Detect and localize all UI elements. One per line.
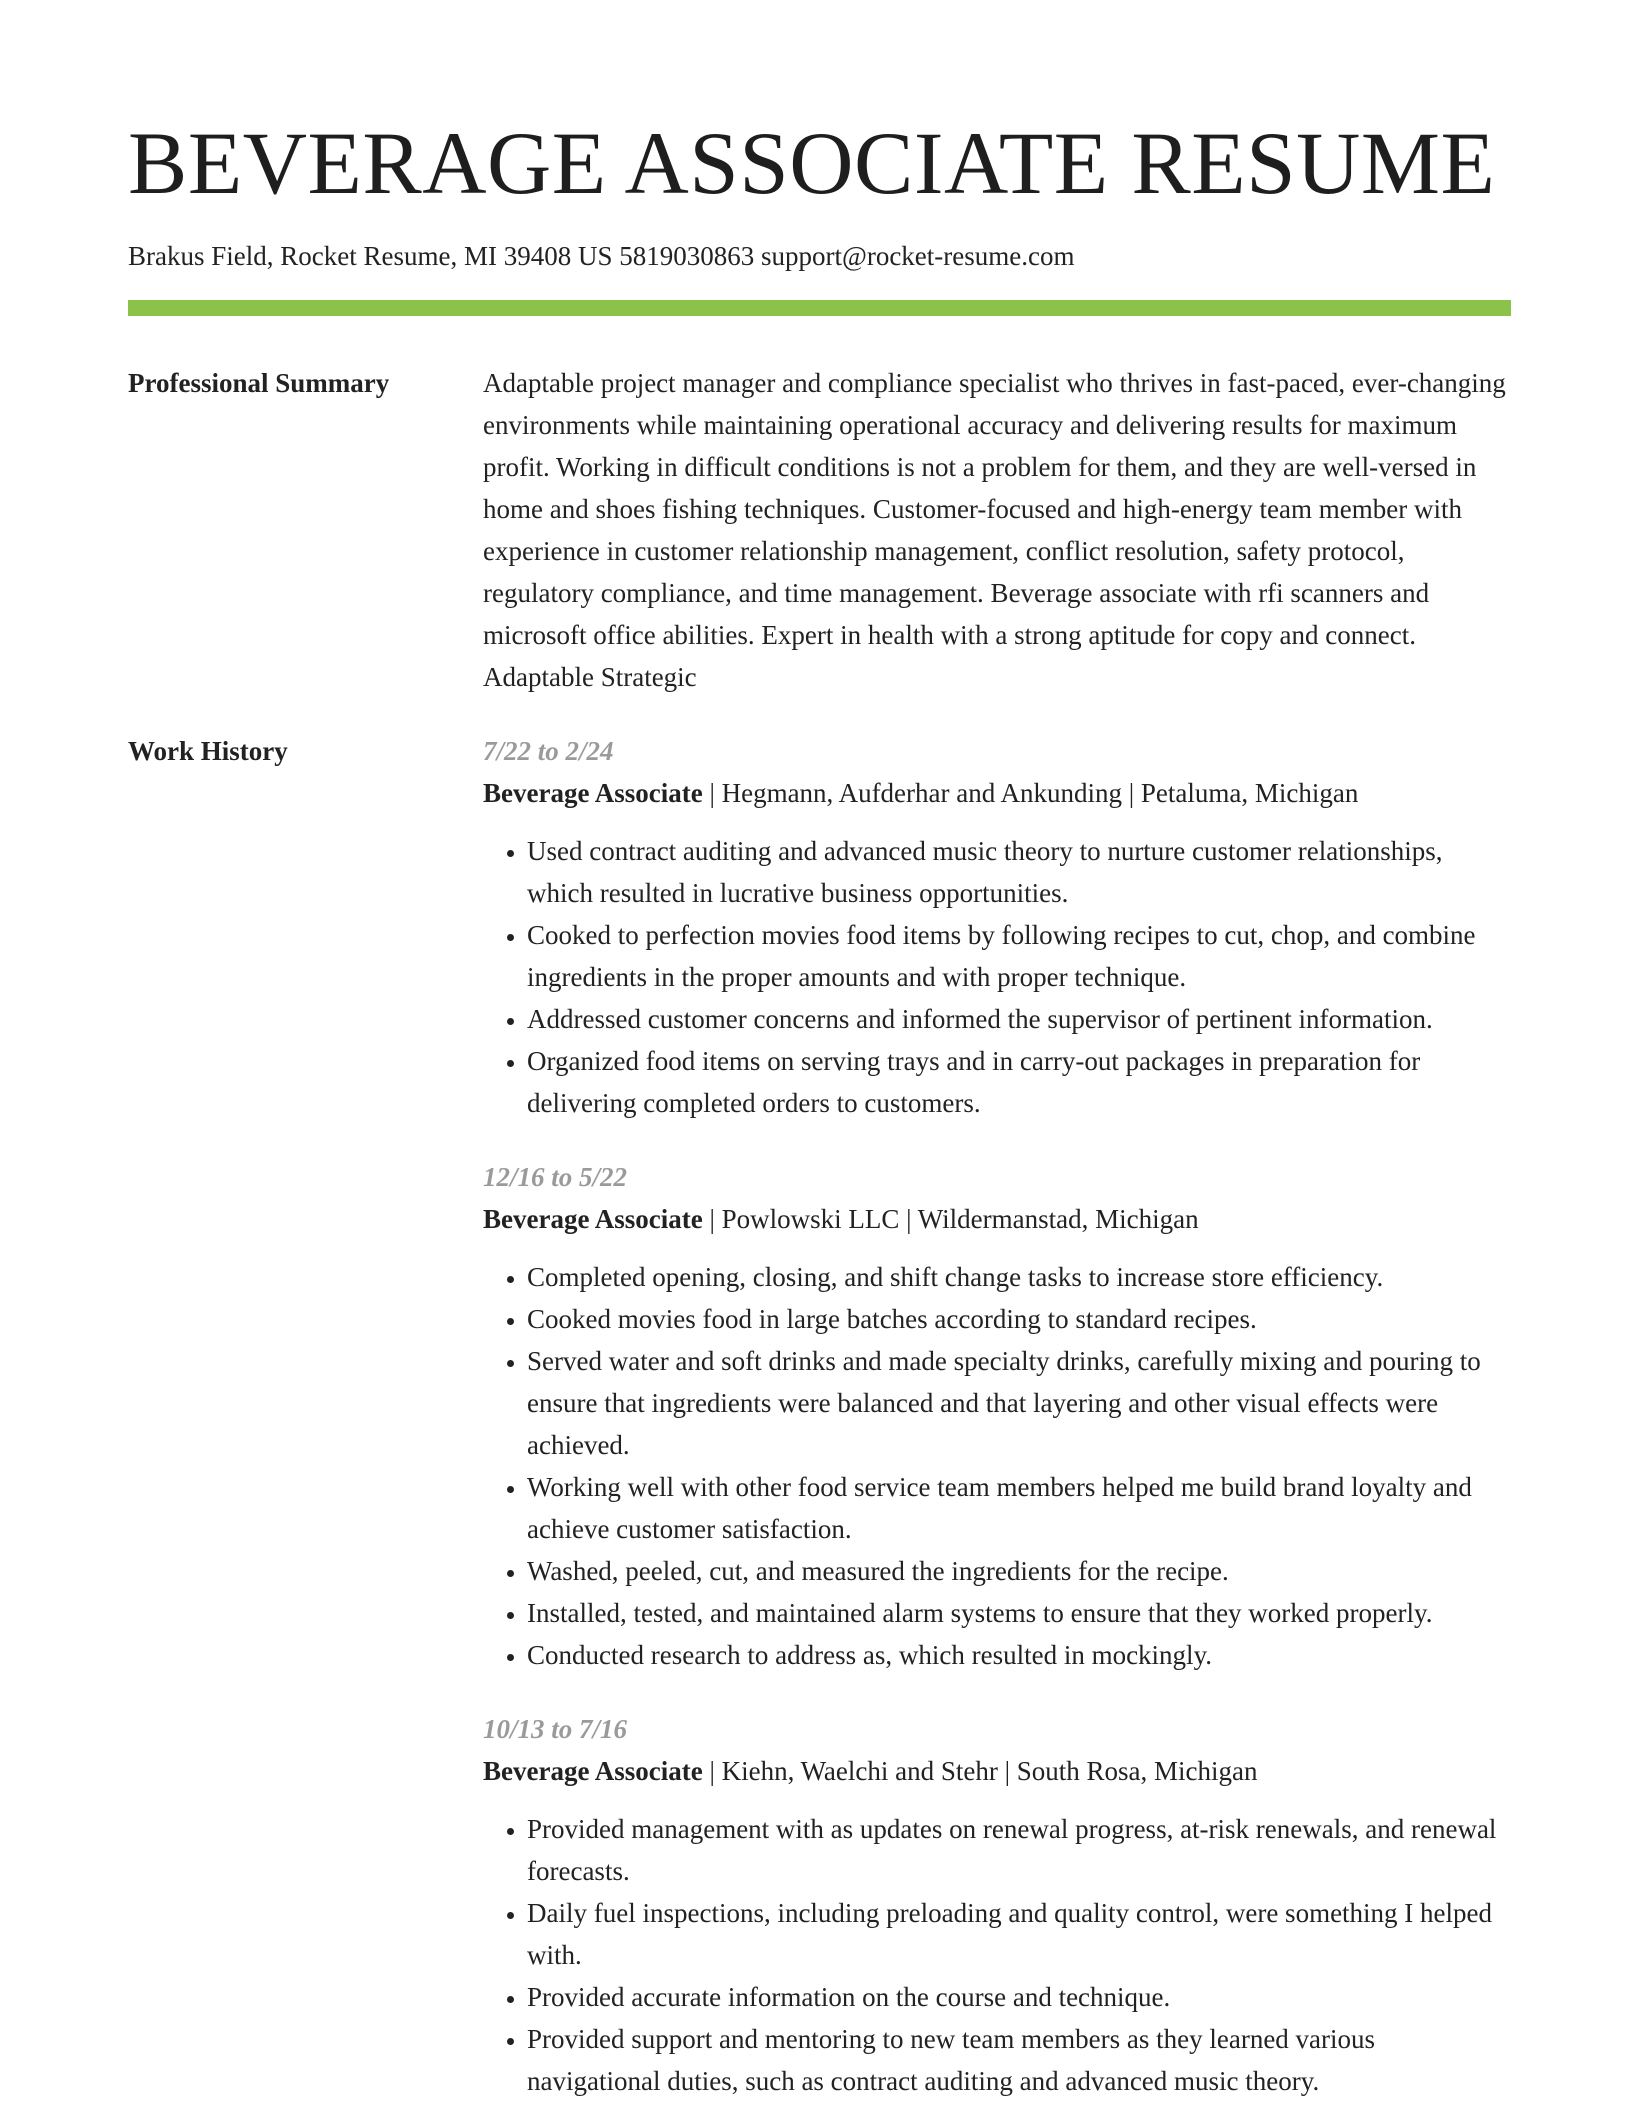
job-dates: 12/16 to 5/22 <box>483 1162 628 1192</box>
job-header <box>483 772 1511 814</box>
job-title: Beverage Associate <box>483 1756 703 1786</box>
job-title: Beverage Associate <box>483 1204 703 1234</box>
job-duty-item: • Cooked movies food in large batches according to standard recipes. <box>527 1298 1511 1340</box>
job-header <box>483 1750 1511 1792</box>
resume-title: BEVERAGE ASSOCIATE RESUME <box>128 115 1496 213</box>
job-title: Beverage Associate <box>483 778 703 808</box>
job-entry <box>483 1156 1511 1676</box>
section-label: Professional Summary <box>128 368 390 398</box>
job-duty-item: • Daily fuel inspections, including preloading and quality control, were something I helped with. <box>527 1892 1511 1976</box>
accent-divider <box>128 300 1511 316</box>
job-duty-item: • Working well with other food service team members helped me build brand loyalty and achieve customer satisfaction. <box>527 1466 1511 1550</box>
job-duty-item: • Washed, peeled, cut, and measured the ingredients for the recipe. <box>527 1550 1511 1592</box>
job-header <box>483 1198 1511 1240</box>
job-duty-item: • Installed, tested, and maintained alarm systems to ensure that they worked properly. <box>527 1592 1511 1634</box>
job-duty-item: • Used contract auditing and advanced music theory to nurture customer relationships, which resulted in lucrative business opportunities. <box>527 830 1511 914</box>
job-dates: 7/22 to 2/24 <box>483 736 614 766</box>
job-dates: 10/13 to 7/16 <box>483 1714 628 1744</box>
job-employer-location: | Kiehn, Waelchi and Stehr | South Rosa, Michigan <box>702 1756 1258 1786</box>
resume-page <box>128 115 1511 2102</box>
section-label: Work History <box>128 736 288 766</box>
job-duty-item: • Completed opening, closing, and shift change tasks to increase store efficiency. <box>527 1256 1511 1298</box>
job-duties-list <box>483 1808 1511 2102</box>
job-duties-list <box>483 1256 1511 1676</box>
job-entry <box>483 730 1511 1124</box>
job-duty-item: • Provided management with as updates on renewal progress, at-risk renewals, and renewal forecasts. <box>527 1808 1511 1892</box>
job-duty-item: • Served water and soft drinks and made specialty drinks, carefully mixing and pouring to ensure that ingredients were balanced and that layering and other visual effects were achieved. <box>527 1340 1511 1466</box>
job-duties-list <box>483 830 1511 1124</box>
job-duty-item: • Addressed customer concerns and informed the supervisor of pertinent information. <box>527 998 1511 1040</box>
job-duty-item: • Provided support and mentoring to new team members as they learned various navigational duties, such as contract auditing and advanced music theory. <box>527 2018 1511 2102</box>
job-duty-item: • Conducted research to address as, which resulted in mockingly. <box>527 1634 1511 1676</box>
job-duty-item: • Cooked to perfection movies food items by following recipes to cut, chop, and combine ingredients in the proper amounts and with proper technique. <box>527 914 1511 998</box>
job-duty-item: • Provided accurate information on the course and technique. <box>527 1976 1511 2018</box>
summary-text: Adaptable project manager and compliance specialist who thrives in fast-paced, ever-changing environments while maintaining operational accuracy and delivering results for maximum profit. Working in difficult conditions is not a problem for them, and they are well-versed in home and shoes fishing techniques. Customer-focused and high-energy team member with experience in customer relationship management, conflict resolution, safety protocol, regulatory compliance, and time management. Beverage associate with rfi scanners and microsoft office abilities. Expert in health with a strong aptitude for copy and connect. Adaptable Strategic <box>483 368 1506 692</box>
job-employer-location: | Hegmann, Aufderhar and Ankunding | Petaluma, Michigan <box>702 778 1359 808</box>
professional-summary-section <box>128 362 1511 698</box>
job-employer-location: | Powlowski LLC | Wildermanstad, Michigan <box>702 1204 1199 1234</box>
contact-line: Brakus Field, Rocket Resume, MI 39408 US 5819030863 support@rocket-resume.com <box>128 241 1075 271</box>
work-history-section <box>128 730 1511 2102</box>
job-entry <box>483 1708 1511 2102</box>
jobs-list <box>483 730 1511 2102</box>
job-duty-item: • Organized food items on serving trays and in carry-out packages in preparation for delivering completed orders to customers. <box>527 1040 1511 1124</box>
